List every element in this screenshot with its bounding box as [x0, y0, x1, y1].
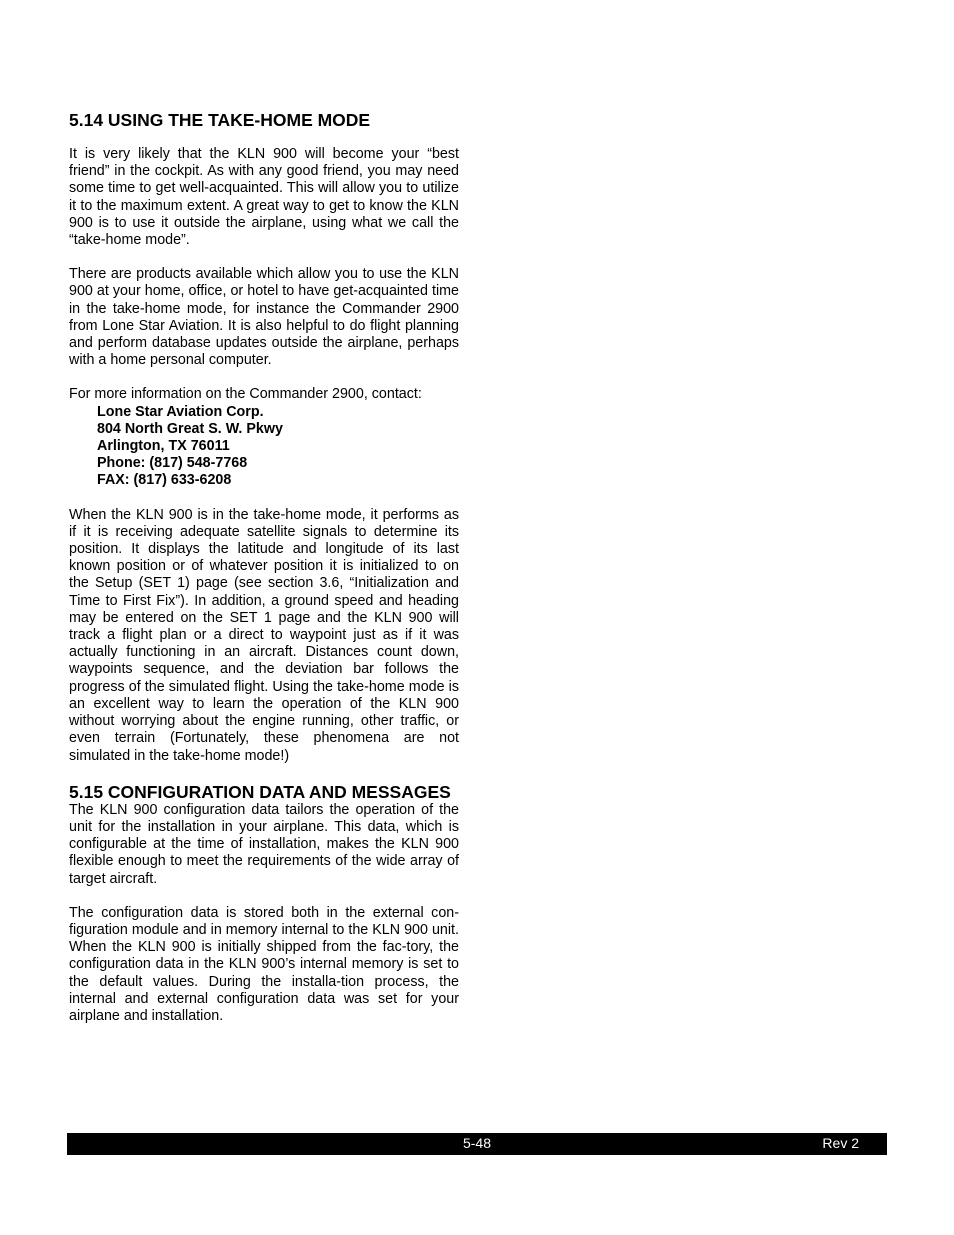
paragraph: There are products available which allow you to use the KLN 900 at your home, office, or hotel to have get-acquainted time in the take-home mode, for instance the Commander 2900 from Lone Star Aviation. It is also helpful to do flight planning and perform database updates outside the airplane, perhaps with a home personal computer. [69, 266, 459, 369]
revision-label: Rev 2 [822, 1135, 859, 1151]
section-heading-5-15: 5.15 CONFIGURATION DATA AND MESSAGES [69, 781, 451, 802]
paragraph: The KLN 900 configuration data tailors the operation of the unit for the installation in your airplane. This data, which is configurable at the time of installation, makes the KLN 900 flexible enough to meet the requirements of the wide array of target aircraft. [69, 801, 459, 887]
paragraph: For more information on the Commander 2900, contact: [69, 386, 422, 403]
address-fax: FAX: (817) 633-6208 [97, 472, 232, 489]
address-city: Arlington, TX 76011 [97, 438, 230, 455]
paragraph: When the KLN 900 is in the take-home mode, it performs as if it is receiving adequate satellite signals to determine its position. It displays the latitude and longitude of its last known position or of whatever position it is initialized to on the Setup (SET 1) page (see section 3.6, “Initialization and Time to First Fix”). In addition, a ground speed and heading may be entered on the SET 1 page and the KLN 900 will track a flight plan or a direct to waypoint just as if it was actually functioning in an aircraft. Distances count down, waypoints sequence, and the deviation bar follows the progress of the simulated flight. Using the take-home mode is an excellent way to learn the operation of the KLN 900 without worrying about the engine running, other traffic, or even terrain (Fortunately, these phenomena are not simulated in the take-home mode!) [69, 506, 459, 764]
address-phone: Phone: (817) 548-7768 [97, 455, 248, 472]
page-number: 5-48 [462, 1135, 492, 1151]
section-heading-5-14: 5.14 USING THE TAKE-HOME MODE [69, 110, 371, 130]
paragraph: The configuration data is stored both in the external con-figuration module and in memory internal to the KLN 900 unit. When the KLN 900 is initially shipped from the fac-tory, the configuration data in the KLN 900’s internal memory is set to the default values. During the installa-tion process, the internal and external configuration data was set for your airplane and installation. [69, 904, 459, 1024]
paragraph: It is very likely that the KLN 900 will become your “best friend” in the cockpit. As with any good friend, you may need some time to get well-acquainted. This will allow you to utilize it to the maximum extent. A great way to get to know the KLN 900 is to use it outside the airplane, using what we call the “take-home mode”. [69, 146, 459, 249]
contact-address [97, 404, 459, 490]
text-column [69, 110, 459, 1042]
page-footer [67, 1133, 887, 1155]
address-street: 804 North Great S. W. Pkwy [97, 420, 283, 437]
address-company: Lone Star Aviation Corp. [97, 403, 264, 420]
